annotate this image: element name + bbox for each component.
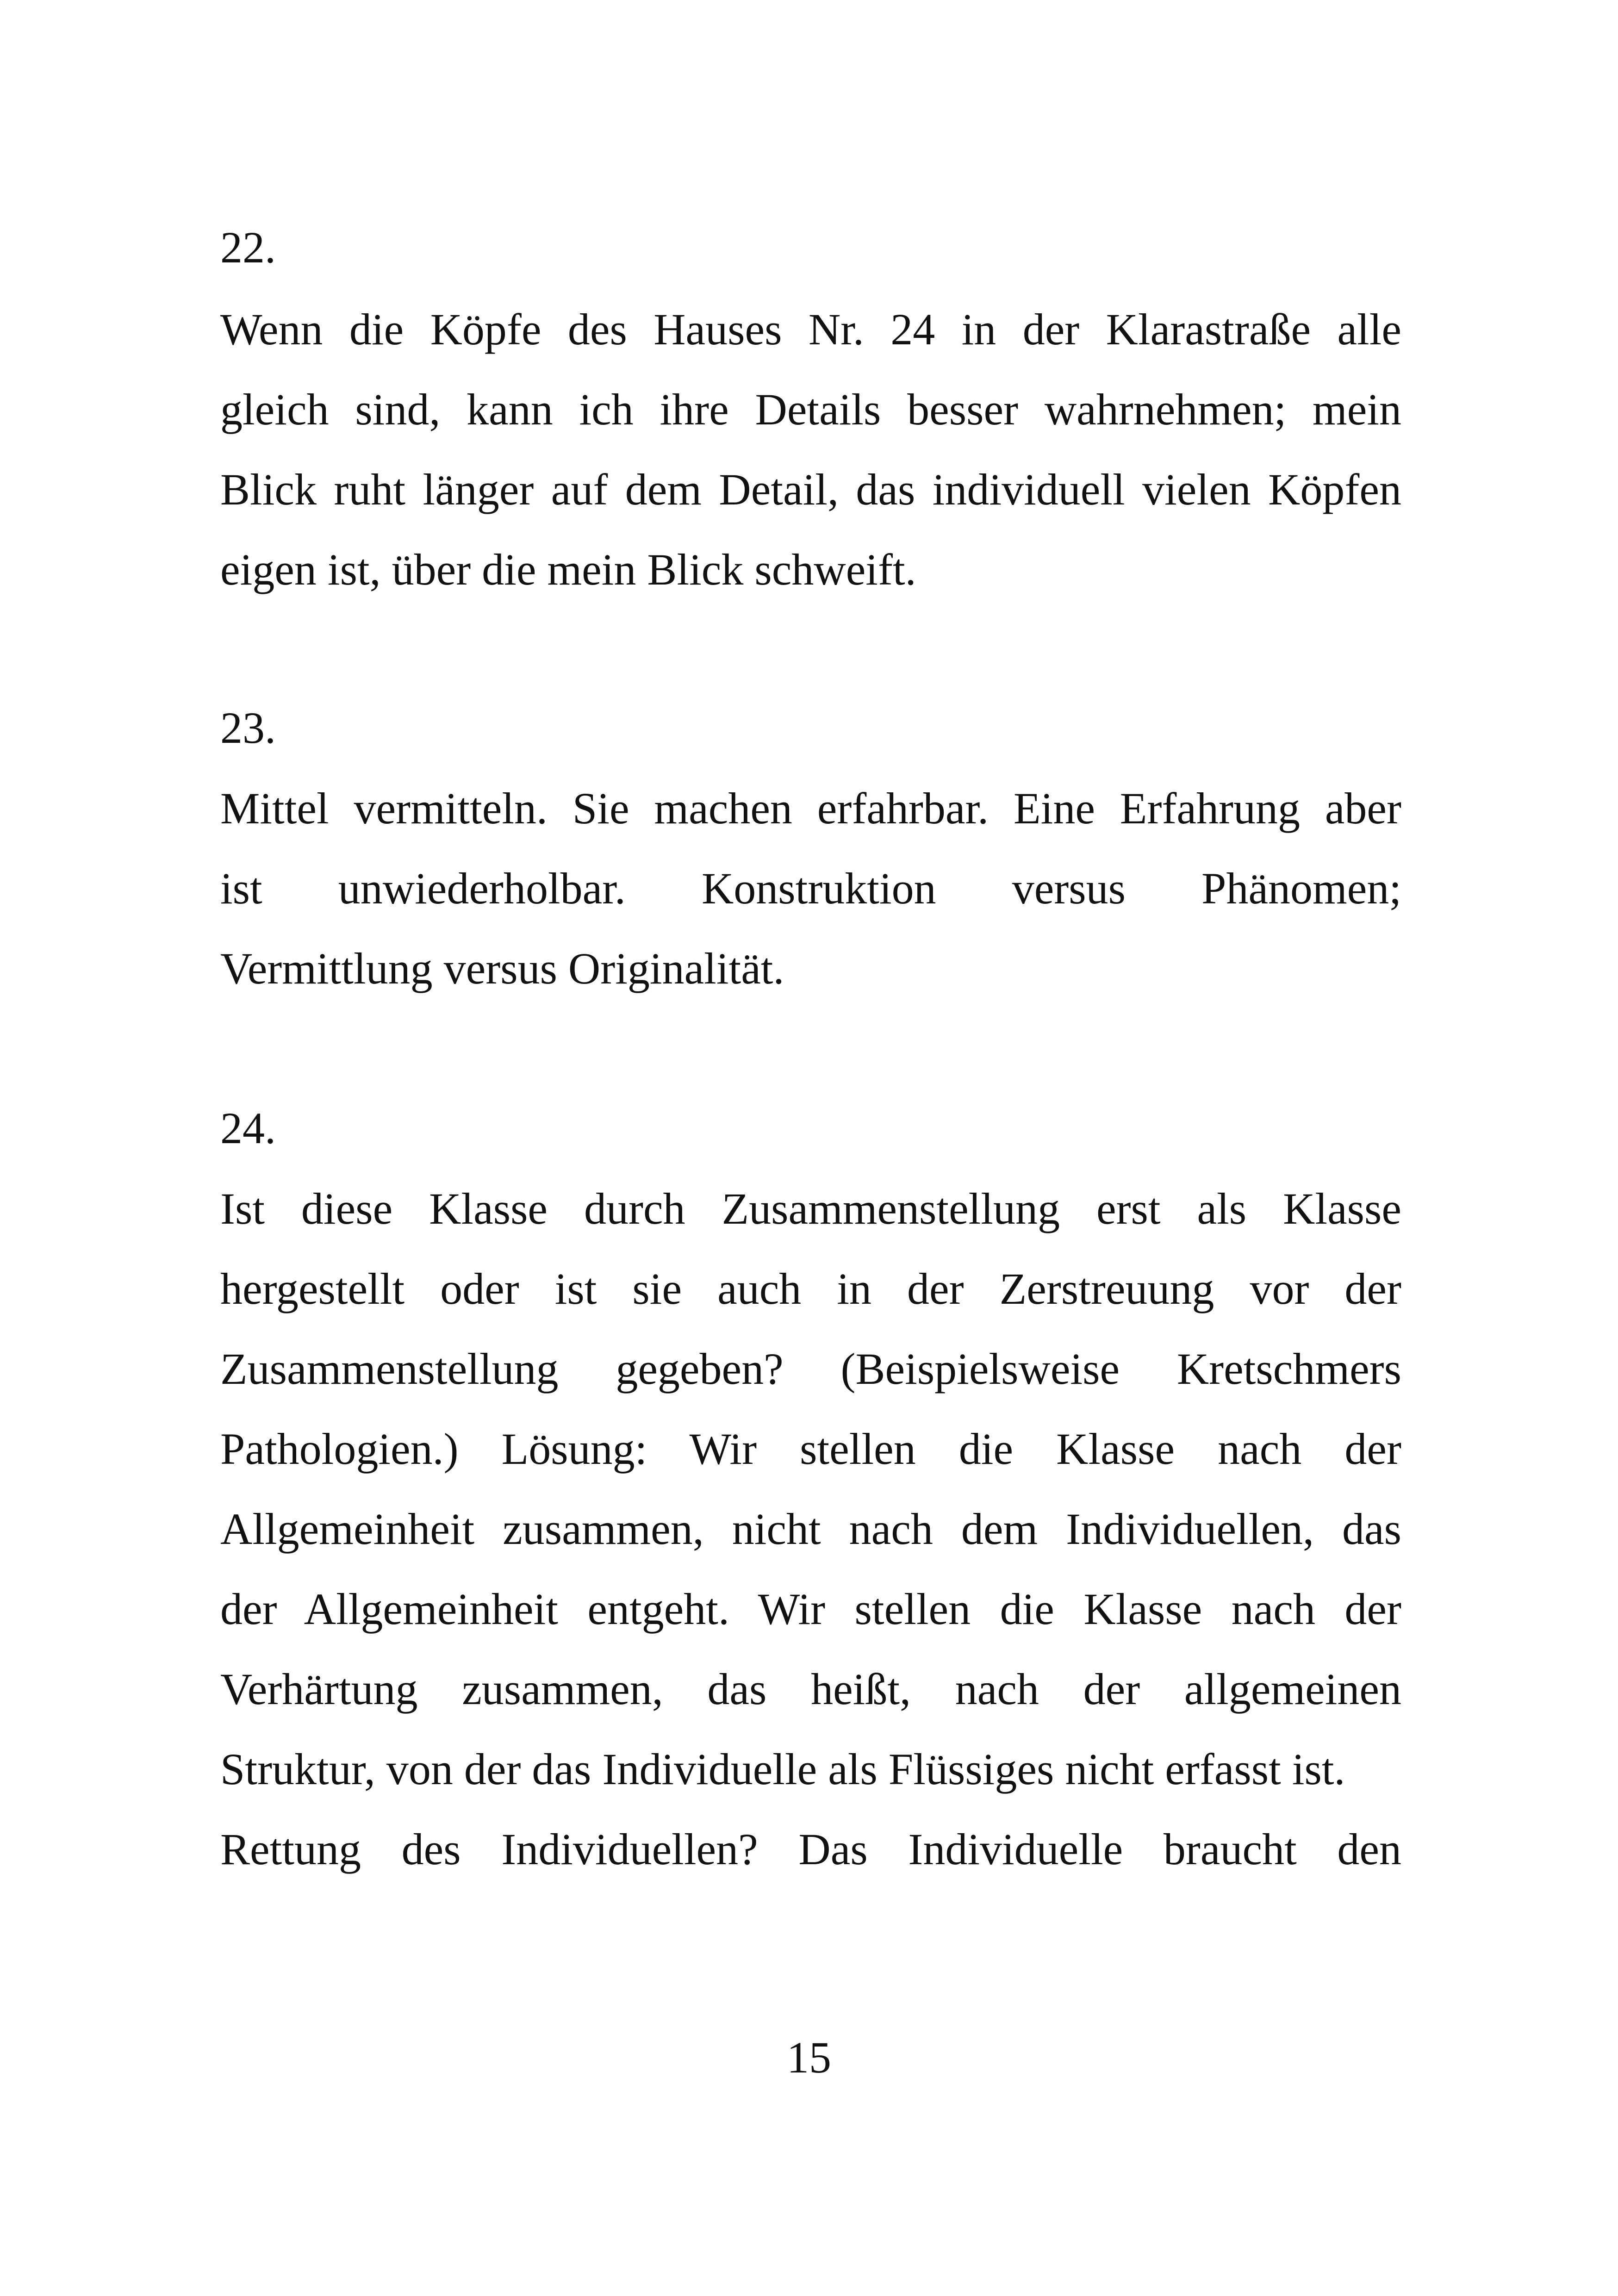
section-24-line-3: Zusammenstellung gegeben? (Beispielsweise Kretschmers bbox=[220, 1344, 1401, 1394]
section-number-23: 23. bbox=[220, 703, 276, 753]
section-23-body bbox=[220, 768, 1401, 1008]
section-24-line-8: Struktur, von der das Individuelle als Flüssiges nicht erfasst ist. bbox=[220, 1744, 1345, 1794]
section-22-line-4: eigen ist, über die mein Blick schweift. bbox=[220, 545, 916, 594]
section-22-line-1: Wenn die Köpfe des Hauses Nr. 24 in der Klarastraße alle bbox=[220, 305, 1401, 354]
section-24-line-5: Allgemeinheit zusammen, nicht nach dem Individuellen, das bbox=[220, 1504, 1401, 1554]
page-number: 15 bbox=[787, 2033, 831, 2082]
section-23-line-2: ist unwiederholbar. Konstruktion versus Phänomen; bbox=[220, 864, 1401, 913]
section-22-body bbox=[220, 289, 1401, 610]
section-22-line-2: gleich sind, kann ich ihre Details besser wahrnehmen; mein bbox=[220, 385, 1401, 434]
section-24-body bbox=[220, 1169, 1401, 1889]
section-24-line-7: Verhärtung zusammen, das heißt, nach der allgemeinen bbox=[220, 1664, 1401, 1714]
section-24-line-4: Pathologien.) Lösung: Wir stellen die Klasse nach der bbox=[220, 1424, 1401, 1474]
section-number-22: 22. bbox=[220, 223, 276, 272]
section-23-line-3: Vermittlung versus Originalität. bbox=[220, 944, 784, 993]
section-24-line-1: Ist diese Klasse durch Zusammenstellung erst als Klasse bbox=[220, 1184, 1401, 1233]
section-24-line-6: der Allgemeinheit entgeht. Wir stellen die Klasse nach der bbox=[220, 1584, 1401, 1634]
section-number-24: 24. bbox=[220, 1103, 276, 1153]
section-23-line-1: Mittel vermitteln. Sie machen erfahrbar. Eine Erfahrung aber bbox=[220, 784, 1401, 833]
section-22-line-3: Blick ruht länger auf dem Detail, das individuell vielen Köpfen bbox=[220, 465, 1401, 514]
section-24-line-2: hergestellt oder ist sie auch in der Zerstreuung vor der bbox=[220, 1264, 1401, 1313]
section-24-line-9: Rettung des Individuellen? Das Individuelle braucht den bbox=[220, 1824, 1401, 1874]
